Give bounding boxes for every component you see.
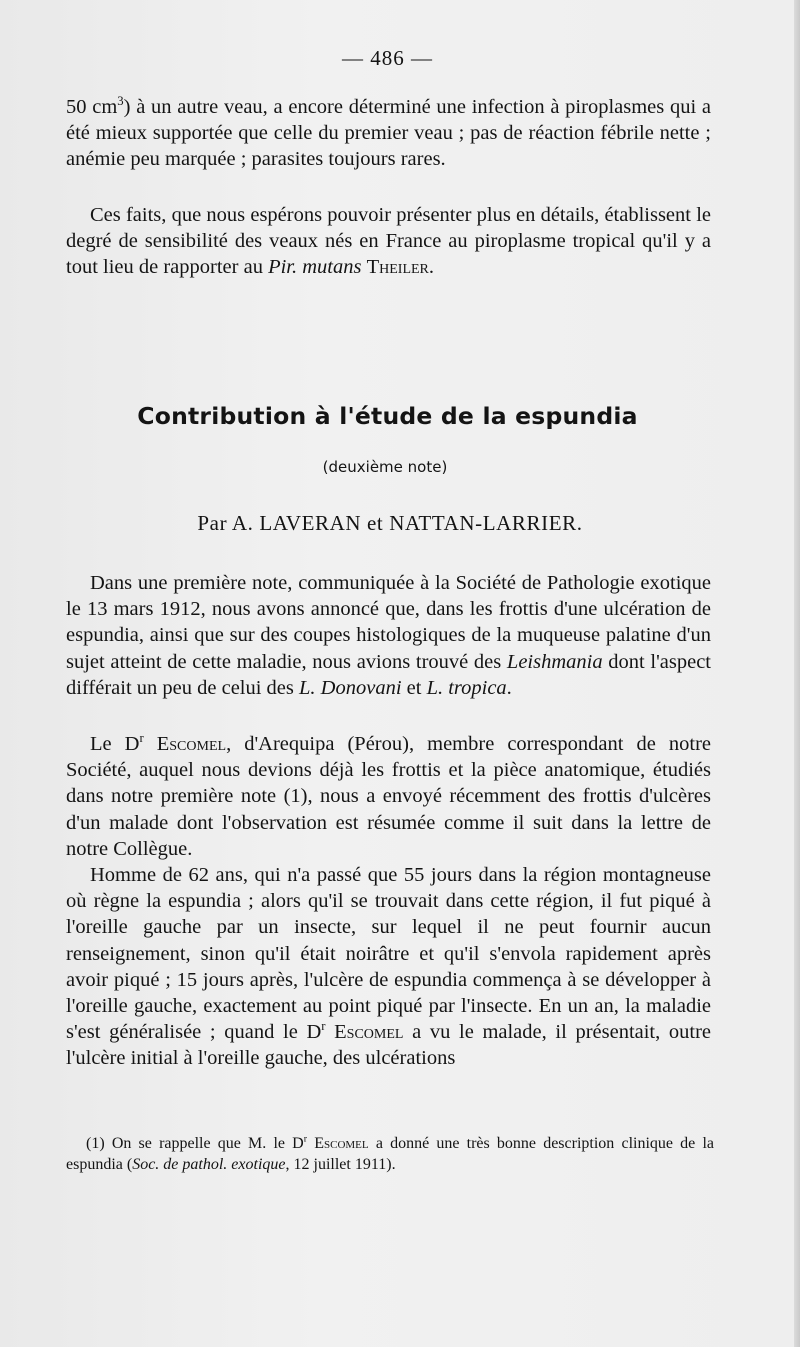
article-authors: Par A. LAVERAN et NATTAN-LARRIER.: [197, 511, 583, 535]
italic-genus-name: Leishmania: [506, 650, 603, 673]
author-name-smallcaps: Escomel: [334, 1021, 404, 1044]
superscript: r: [139, 731, 144, 746]
author-name-smallcaps: Escomel: [156, 733, 227, 755]
text-run: Homme de 62 ans, qui n'a passé que 55 jours dans la région montagneuse où règne la espundia ; alors qu'il se trouvait dans cette région, il fut piqué à l'oreille gauche par un insecte, sur lequel il ne peut fournir aucun renseignement, sinon qu'il était noirâtre et qu'il s'envola rapidement après avoir piqué ; 15 jours après, l'ulcère de espundia commença à se développer à l'oreille gauche, exactement au point piqué par l'insecte. En un an, la maladie s'est généralisée ; quand le D: [66, 864, 711, 1044]
italic-species-name: L. Donovani: [299, 676, 402, 699]
superscript: r: [303, 1133, 308, 1145]
text-run: a vu le malade, il présentait, outre l'ulcère initial à l'oreille gauche, des ulcérations: [66, 1021, 712, 1070]
text-run: ) à un autre veau, a encore déterminé une infection à piroplasmes qui a été mieux supportée que celle du premier veau ; pas de réaction fébrile nette ; anémie peu marquée ; parasites toujours rares.: [66, 96, 711, 171]
text-run: 50 cm: [66, 96, 118, 118]
text-run: dont l'aspect différait un peu de celui des: [66, 650, 711, 699]
article-subtitle: (deuxième note): [322, 458, 448, 476]
text-run: (1) On se rappelle que M. le D: [86, 1135, 304, 1152]
footnote: [66, 1133, 714, 1175]
author-name-smallcaps: Escomel: [314, 1135, 369, 1152]
paragraph-intro: [66, 570, 711, 701]
text-run: a donné une très bonne description clinique de la espundia (: [66, 1135, 715, 1173]
italic-journal-title: Soc. de pathol. exotique: [132, 1156, 286, 1173]
text-run: .: [428, 256, 435, 279]
text-run: .: [506, 676, 512, 699]
superscript: r: [321, 1019, 326, 1034]
text-run: , 12 juillet 1911).: [285, 1156, 396, 1173]
text-run: [144, 733, 157, 755]
paragraph-case-report: [66, 862, 711, 1072]
text-run: [326, 1021, 335, 1043]
article-title: Contribution à l'étude de la espundia: [137, 402, 638, 430]
text-run: Dans une première note, communiquée à la Société de Pathologie exotique le 13 mars 1912, nous avons annoncé que, dans les frottis d'une ulcération de espundia, ainsi que sur des coupes histologiques de la muqueuse palatine d'un sujet atteint de cette maladie, nous avions trouvé des: [66, 572, 711, 673]
text-run: et: [401, 676, 427, 699]
paragraph-escomel: [66, 731, 711, 862]
page-edge-shadow: [794, 0, 800, 1347]
paragraph-previous-article-end: [66, 94, 711, 173]
author-name-smallcaps: Theiler: [366, 256, 429, 279]
text-run: Le D: [90, 733, 140, 755]
page-number: — 486 —: [342, 46, 433, 70]
paragraph-previous-article-conclusion: [66, 202, 711, 281]
superscript: 3: [117, 94, 124, 109]
text-run: Ces faits, que nous espérons pouvoir présenter plus en détails, établissent le degré de sensibilité des veaux nés en France au piroplasme tropical qu'il y a tout lieu de rapporter au: [66, 204, 711, 279]
text-run: , d'Arequipa (Pérou), membre correspondant de notre Société, auquel nous devions déjà les frottis et la pièce anatomique, étudiés dans notre première note (1), nous a envoyé récemment des frottis d'ulcères d'un malade dont l'observation est résumée comme il suit dans la lettre de notre Collègue.: [66, 733, 711, 860]
italic-species-name: L. tropica: [426, 676, 507, 699]
italic-species-name: Pir. mutans: [268, 256, 362, 279]
